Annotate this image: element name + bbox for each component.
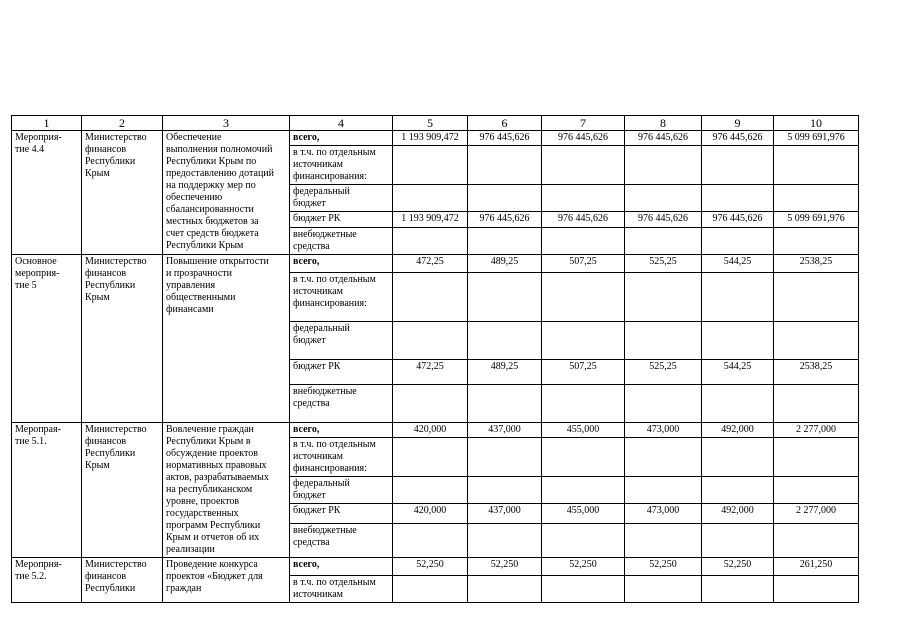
amount-cell: 1 193 909,472 [393,212,468,228]
amount-cell: 455,000 [542,504,625,524]
amount-cell: 437,000 [468,504,542,524]
amount-cell [774,385,859,423]
amount-cell [542,228,625,255]
amount-cell: 52,250 [625,558,702,576]
funding-source: в т.ч. по отдельным источникам финансирования: [290,273,393,322]
amount-cell [393,576,468,603]
block-executor: Министерство финансов Республики Крым [82,255,163,423]
amount-cell [702,228,774,255]
amount-cell: 52,250 [702,558,774,576]
amount-cell [468,185,542,212]
amount-cell [468,385,542,423]
amount-cell [542,273,625,322]
amount-cell: 473,000 [625,504,702,524]
amount-cell: 507,25 [542,255,625,273]
amount-cell [625,524,702,558]
table-row [12,558,859,576]
funding-source: в т.ч. по отдельным источникам финансирования: [290,146,393,185]
funding-source: бюджет РК [290,504,393,524]
funding-source: федеральный бюджет [290,322,393,360]
amount-cell [702,385,774,423]
amount-cell: 52,250 [542,558,625,576]
funding-source: внебюджетные средства [290,228,393,255]
funding-source: в т.ч. по отдельным источникам [290,576,393,603]
amount-cell [393,228,468,255]
amount-cell: 976 445,626 [542,131,625,146]
amount-cell [702,273,774,322]
table-row [12,255,859,273]
amount-cell [542,438,625,477]
amount-cell [542,322,625,360]
amount-cell: 52,250 [393,558,468,576]
funding-source: внебюджетные средства [290,385,393,423]
amount-cell: 544,25 [702,255,774,273]
column-header: 1 [12,116,82,131]
amount-cell: 1 193 909,472 [393,131,468,146]
amount-cell: 507,25 [542,360,625,385]
amount-cell: 976 445,626 [542,212,625,228]
column-header: 2 [82,116,163,131]
table-row [12,423,859,438]
amount-cell [542,477,625,504]
amount-cell [774,228,859,255]
amount-cell [625,146,702,185]
amount-cell [625,385,702,423]
amount-cell [625,438,702,477]
column-header: 4 [290,116,393,131]
amount-cell [625,185,702,212]
funding-source: внебюджетные средства [290,524,393,558]
amount-cell [393,146,468,185]
amount-cell [542,576,625,603]
budget-table [11,115,859,603]
block-activity: Меропрая- тие 5.1. [12,423,82,558]
amount-cell [542,524,625,558]
funding-source: всего, [290,558,393,576]
column-header: 3 [163,116,290,131]
amount-cell: 455,000 [542,423,625,438]
amount-cell: 2 277,000 [774,423,859,438]
amount-cell [393,438,468,477]
amount-cell [774,322,859,360]
amount-cell: 976 445,626 [702,131,774,146]
block-activity: Меропрня- тие 5.2. [12,558,82,603]
amount-cell [625,322,702,360]
amount-cell [542,146,625,185]
column-header: 6 [468,116,542,131]
amount-cell: 976 445,626 [625,212,702,228]
column-header: 8 [625,116,702,131]
column-header: 9 [702,116,774,131]
block-name: Повышение открытости и прозрачности управления общественными финансами [163,255,290,423]
amount-cell [393,385,468,423]
amount-cell [468,576,542,603]
amount-cell: 976 445,626 [702,212,774,228]
amount-cell [702,438,774,477]
amount-cell: 976 445,626 [625,131,702,146]
amount-cell [468,477,542,504]
block-executor: Министерство финансов Республики Крым [82,423,163,558]
amount-cell: 473,000 [625,423,702,438]
funding-source: в т.ч. по отдельным источникам финансирования: [290,438,393,477]
block-name: Вовлечение граждан Республики Крым в обсуждение проектов нормативных правовых актов, разрабатываемых на республиканском уровне, проектов государственных программ Республики Крым и отчетов об их реализации [163,423,290,558]
amount-cell: 261,250 [774,558,859,576]
column-header: 10 [774,116,859,131]
amount-cell: 2538,25 [774,360,859,385]
amount-cell [468,273,542,322]
amount-cell [625,228,702,255]
amount-cell: 420,000 [393,423,468,438]
amount-cell [625,477,702,504]
amount-cell [468,524,542,558]
amount-cell: 472,25 [393,255,468,273]
amount-cell [468,146,542,185]
amount-cell [702,146,774,185]
amount-cell [774,438,859,477]
amount-cell: 52,250 [468,558,542,576]
amount-cell: 525,25 [625,360,702,385]
amount-cell [702,524,774,558]
amount-cell: 437,000 [468,423,542,438]
amount-cell: 489,25 [468,360,542,385]
amount-cell: 976 445,626 [468,131,542,146]
amount-cell [468,228,542,255]
amount-cell: 5 099 691,976 [774,212,859,228]
amount-cell [393,185,468,212]
table-row [12,131,859,146]
amount-cell [702,576,774,603]
amount-cell: 5 099 691,976 [774,131,859,146]
funding-source: бюджет РК [290,360,393,385]
amount-cell [542,185,625,212]
amount-cell: 489,25 [468,255,542,273]
column-header: 7 [542,116,625,131]
amount-cell [625,273,702,322]
amount-cell: 2 277,000 [774,504,859,524]
amount-cell [774,146,859,185]
amount-cell [702,477,774,504]
amount-cell [393,273,468,322]
block-executor: Министерство финансов Республики Крым [82,131,163,255]
funding-source: всего, [290,131,393,146]
block-name: Обеспечение выполнения полномочий Республики Крым по предоставлению дотаций на поддержку мер по обеспечению сбалансированности местных бюджетов за счет средств бюджета Республики Крым [163,131,290,255]
funding-source: всего, [290,255,393,273]
amount-cell [542,385,625,423]
amount-cell [774,273,859,322]
amount-cell [468,438,542,477]
amount-cell [393,477,468,504]
funding-source: федеральный бюджет [290,185,393,212]
funding-source: бюджет РК [290,212,393,228]
amount-cell [468,322,542,360]
amount-cell: 525,25 [625,255,702,273]
amount-cell [774,185,859,212]
amount-cell: 492,000 [702,504,774,524]
amount-cell [702,185,774,212]
block-activity: Основное мероприя- тие 5 [12,255,82,423]
amount-cell: 492,000 [702,423,774,438]
funding-source: федеральный бюджет [290,477,393,504]
amount-cell: 420,000 [393,504,468,524]
block-executor: Министерство финансов Республики [82,558,163,603]
amount-cell: 472,25 [393,360,468,385]
column-header: 5 [393,116,468,131]
amount-cell [393,322,468,360]
amount-cell [774,576,859,603]
amount-cell: 544,25 [702,360,774,385]
header-row [12,116,859,131]
block-activity: Мероприя- тие 4.4 [12,131,82,255]
amount-cell [774,477,859,504]
amount-cell [702,322,774,360]
amount-cell [774,524,859,558]
amount-cell [625,576,702,603]
funding-source: всего, [290,423,393,438]
amount-cell: 976 445,626 [468,212,542,228]
block-name: Проведение конкурса проектов «Бюджет для граждан [163,558,290,603]
amount-cell [393,524,468,558]
amount-cell: 2538,25 [774,255,859,273]
